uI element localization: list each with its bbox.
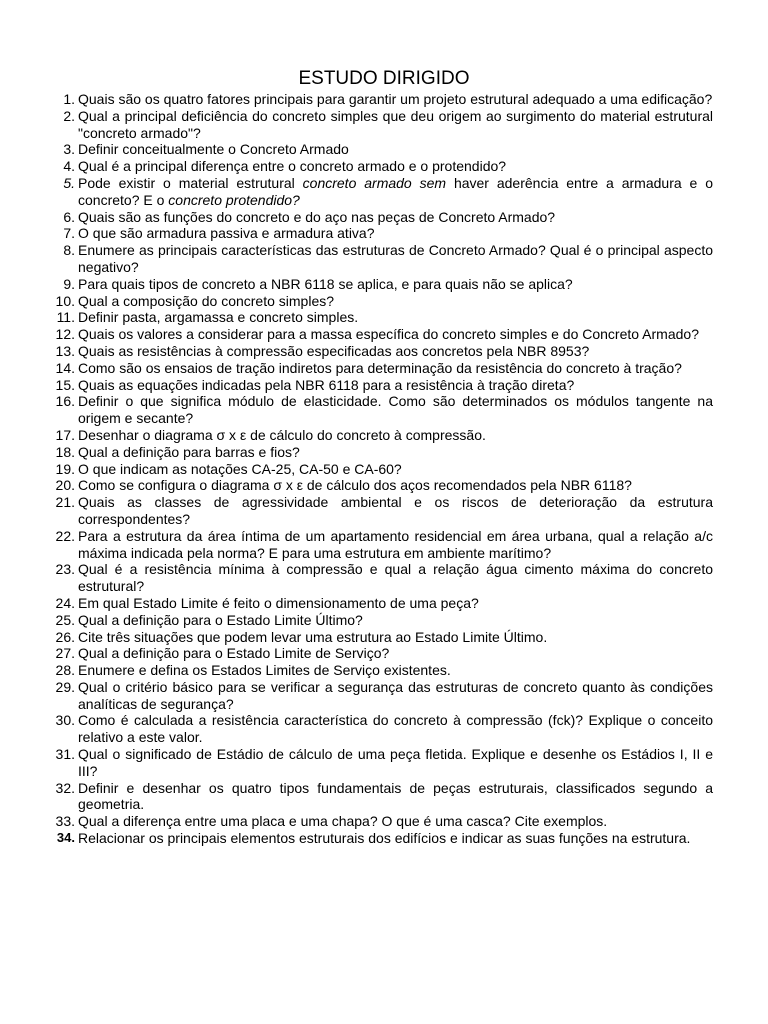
- question-item: [55, 779, 713, 814]
- question-number: 29.: [55, 678, 75, 695]
- question-text: Qual a principal deficiência do concreto simples que deu origem ao surgimento do material estrutural "concreto armado"?: [78, 107, 713, 141]
- question-text: Quais as equações indicadas pela NBR 6118 para a resistência à tração direta?: [78, 376, 575, 393]
- question-item: [55, 376, 713, 394]
- question-item: [55, 342, 713, 360]
- question-text: Como são os ensaios de tração indiretos para determinação da resistência do concreto à tração?: [78, 359, 682, 376]
- question-number: 23.: [55, 561, 75, 578]
- question-number: 2.: [63, 107, 75, 124]
- question-item: [63, 141, 713, 158]
- question-text: Como é calculada a resistência característica do concreto à compressão (fck)? Explique o conceito relativo a este valor.: [78, 712, 713, 746]
- question-number: 1.: [63, 91, 75, 107]
- question-number: 12.: [55, 326, 75, 343]
- question-item: [55, 678, 713, 713]
- question-text: Qual a definição para o Estado Limite de Serviço?: [78, 645, 390, 662]
- question-number: 3.: [63, 141, 75, 158]
- question-text: Qual a diferença entre uma placa e uma chapa? O que é uma casca? Cite exemplos.: [78, 813, 608, 830]
- question-number: 16.: [55, 393, 75, 410]
- question-text: Qual a definição para o Estado Limite Último?: [78, 611, 363, 628]
- question-text: Qual é a resistência mínima à compressão e qual a relação água cimento máxima do concreto estrutural?: [78, 561, 713, 595]
- question-text: Definir o que significa módulo de elasticidade. Como são determinados os módulos tangente na origem e secante?: [78, 393, 713, 427]
- question-item: [63, 242, 713, 276]
- document-title: ESTUDO DIRIGIDO: [298, 68, 470, 89]
- question-text: [78, 175, 713, 208]
- question-text-italic: concreto protendido?: [168, 191, 300, 208]
- question-number: 14.: [55, 359, 75, 376]
- question-number: 11.: [56, 309, 75, 326]
- question-text: Qual é a principal diferença entre o concreto armado e o protendido?: [78, 158, 507, 175]
- question-text: Desenhar o diagrama σ x ε de cálculo do concreto à compressão.: [78, 426, 486, 443]
- question-item: [56, 830, 713, 847]
- question-item: [55, 359, 713, 377]
- question-number: 8.: [63, 242, 75, 259]
- question-item: [63, 107, 713, 142]
- question-number: 27.: [55, 645, 75, 662]
- question-text: Qual a definição para barras e fios?: [78, 443, 300, 460]
- question-number: 32.: [55, 779, 75, 796]
- question-item: [55, 813, 713, 830]
- question-item: [55, 712, 713, 746]
- question-text: Quais as classes de agressividade ambiental e os riscos de deterioração da estrutura correspondentes?: [78, 494, 713, 527]
- question-number: 22.: [55, 527, 75, 544]
- question-number: 34.: [56, 830, 75, 846]
- question-item: [55, 460, 713, 478]
- question-text: Quais são os quatro fatores principais para garantir um projeto estrutural adequado a uma edificação?: [78, 91, 713, 107]
- question-item: [63, 158, 713, 175]
- question-number: 28.: [55, 662, 75, 679]
- question-item: [55, 527, 713, 562]
- question-text: Qual o significado de Estádio de cálculo de uma peça fletida. Explique e desenhe os Estádios I, II e III?: [78, 746, 713, 779]
- question-item: [55, 326, 713, 343]
- question-text-part: haver aderência entre a armadura e o concreto? E o: [78, 174, 713, 208]
- question-number: 21.: [55, 494, 75, 511]
- question-number: 24.: [55, 594, 75, 611]
- question-number: 6.: [63, 208, 75, 225]
- question-text: Quais os valores a considerar para a massa específica do concreto simples e do Concreto Armado?: [78, 326, 699, 343]
- question-number: 9.: [63, 275, 75, 292]
- question-text: Definir pasta, argamassa e concreto simples.: [78, 309, 359, 326]
- question-text: Quais são as funções do concreto e do aço nas peças de Concreto Armado?: [78, 208, 556, 225]
- question-item: [55, 477, 713, 494]
- question-number: 7.: [63, 225, 75, 242]
- question-text: Qual o critério básico para se verificar a segurança das estruturas de concreto quanto às condições analíticas de segurança?: [78, 678, 713, 712]
- question-item: [55, 443, 713, 461]
- question-item: [63, 91, 713, 108]
- question-number: 20.: [55, 477, 75, 494]
- question-item: [55, 628, 713, 646]
- question-number: 15.: [55, 376, 75, 393]
- question-text: Enumere as principais características das estruturas de Concreto Armado? Qual é o principal aspecto negativo?: [78, 242, 713, 275]
- question-item: [55, 426, 713, 444]
- question-item: [63, 208, 713, 226]
- question-text-italic: concreto armado sem: [302, 174, 447, 191]
- question-text-part: Pode existir o material estrutural: [78, 174, 303, 191]
- question-text: O que indicam as notações CA-25, CA-50 e CA-60?: [78, 460, 402, 477]
- question-item: [55, 611, 713, 629]
- question-item: [55, 393, 713, 427]
- question-item: [56, 309, 713, 326]
- question-number: 13.: [55, 342, 75, 359]
- question-item: [55, 645, 713, 662]
- question-item: [55, 494, 713, 528]
- question-text: Qual a composição do concreto simples?: [78, 292, 335, 309]
- question-text: Definir conceitualmente o Concreto Armado: [78, 141, 349, 158]
- question-text: Para a estrutura da área íntima de um apartamento residencial em área urbana, qual a relação a/c máxima indicada pela norma? E para uma estrutura em ambiente marítimo?: [78, 527, 713, 561]
- question-number: 18.: [55, 443, 75, 460]
- question-list: [55, 91, 713, 847]
- question-item: [63, 174, 713, 209]
- question-text: Para quais tipos de concreto a NBR 6118 se aplica, e para quais não se aplica?: [78, 275, 573, 292]
- question-number: 31.: [55, 746, 75, 763]
- question-number: 30.: [55, 712, 75, 729]
- question-text: Em qual Estado Limite é feito o dimensionamento de uma peça?: [78, 594, 479, 611]
- question-item: [63, 225, 713, 242]
- question-item: [55, 561, 713, 595]
- question-text: Como se configura o diagrama σ x ε de cálculo dos aços recomendados pela NBR 6118?: [78, 477, 632, 494]
- question-item: [55, 662, 713, 679]
- question-text: Relacionar os principais elementos estruturais dos edifícios e indicar as suas funções na estrutura.: [78, 830, 691, 847]
- question-number: 10.: [55, 292, 75, 309]
- question-number: 4.: [63, 158, 75, 175]
- question-item: [55, 292, 713, 310]
- question-number: 5.: [63, 174, 75, 191]
- question-text: Enumere e defina os Estados Limites de Serviço existentes.: [78, 662, 451, 679]
- question-number: 25.: [55, 611, 75, 628]
- question-item: [55, 594, 713, 612]
- question-item: [55, 746, 713, 780]
- question-number: 17.: [55, 426, 75, 443]
- question-text: Cite três situações que podem levar uma estrutura ao Estado Limite Último.: [78, 628, 548, 645]
- question-number: 19.: [55, 460, 75, 477]
- question-number: 26.: [55, 628, 75, 645]
- question-text: Definir e desenhar os quatro tipos fundamentais de peças estruturais, classificados segundo a geometria.: [78, 779, 713, 813]
- question-text: O que são armadura passiva e armadura ativa?: [78, 225, 375, 242]
- question-text: Quais as resistências à compressão especificadas aos concretos pela NBR 8953?: [78, 342, 590, 359]
- question-number: 33.: [55, 813, 75, 830]
- question-item: [63, 275, 713, 293]
